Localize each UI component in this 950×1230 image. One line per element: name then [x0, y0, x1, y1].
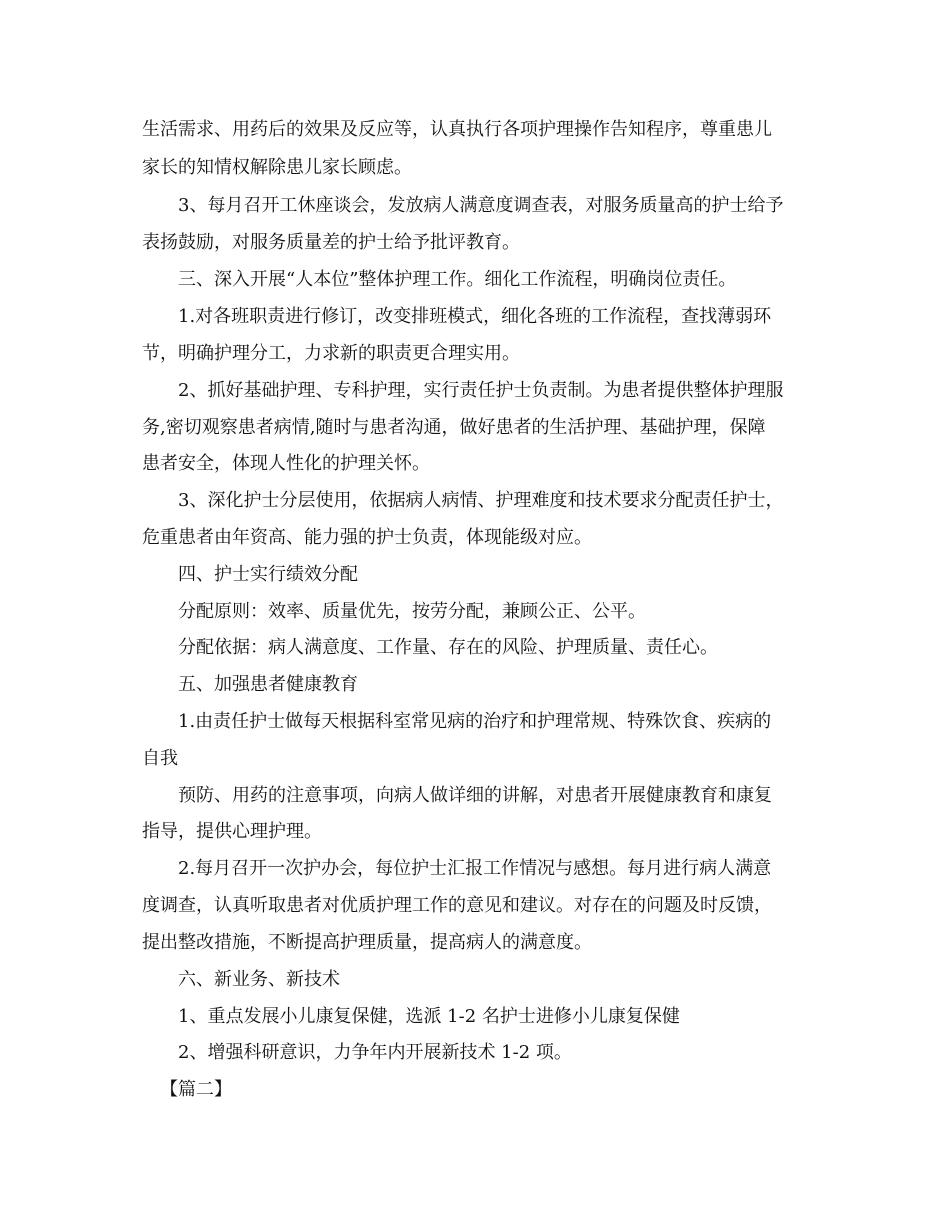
section-heading: 五、加强患者健康教育 [178, 674, 358, 695]
text-line: 3、每月召开工休座谈会，发放病人满意度调查表，对服务质量高的护士给予 [178, 195, 784, 216]
text-line: 患者安全，体现人性化的护理关怀。 [142, 453, 430, 474]
chapter-heading: 【篇二】 [160, 1079, 232, 1100]
text-line: 分配依据：病人满意度、工作量、存在的风险、护理质量、责任心。 [178, 637, 718, 658]
section-heading: 六、新业务、新技术 [178, 969, 340, 990]
text-line: 提出整改措施，不断提高护理质量，提高病人的满意度。 [142, 932, 592, 953]
text-line: 1.由责任护士做每天根据科室常见病的治疗和护理常规、特殊饮食、疾病的 [178, 711, 772, 732]
text-line: 2、增强科研意识，力争年内开展新技术 1-2 项。 [178, 1042, 572, 1063]
text-line: 务,密切观察患者病情,随时与患者沟通，做好患者的生活护理、基础护理，保障 [142, 417, 766, 438]
text-line: 预防、用药的注意事项，向病人做详细的讲解，对患者开展健康教育和康复 [178, 785, 772, 806]
text-line: 指导，提供心理护理。 [142, 821, 322, 842]
text-line: 节，明确护理分工，力求新的职责更合理实用。 [142, 343, 520, 364]
text-line: 2、抓好基础护理、专科护理，实行责任护士负责制。为患者提供整体护理服 [178, 380, 784, 401]
text-line: 2.每月召开一次护办会，每位护士汇报工作情况与感想。每月进行病人满意 [178, 858, 772, 879]
section-heading: 四、护士实行绩效分配 [178, 564, 358, 585]
text-line: 度调查，认真听取患者对优质护理工作的意见和建议。对存在的问题及时反馈， [142, 895, 772, 916]
text-line: 生活需求、用药后的效果及反应等，认真执行各项护理操作告知程序，尊重患儿 [142, 119, 772, 140]
text-line: 3、深化护士分层使用，依据病人病情、护理难度和技术要求分配责任护士， [178, 490, 784, 511]
text-line: 分配原则：效率、质量优先，按劳分配，兼顾公正、公平。 [178, 601, 646, 622]
text-line: 表扬鼓励，对服务质量差的护士给予批评教育。 [142, 232, 520, 253]
text-line: 1、重点发展小儿康复保健，选派 1-2 名护士进修小儿康复保健 [178, 1006, 680, 1027]
section-heading: 三、深入开展“人本位”整体护理工作。细化工作流程，明确岗位责任。 [178, 269, 737, 290]
text-line: 家长的知情权解除患儿家长顾虑。 [142, 157, 412, 178]
text-line: 1.对各班职责进行修订，改变排班模式，细化各班的工作流程，查找薄弱环 [178, 306, 772, 327]
text-line: 危重患者由年资高、能力强的护士负责，体现能级对应。 [142, 527, 592, 548]
text-line: 自我 [142, 748, 178, 769]
